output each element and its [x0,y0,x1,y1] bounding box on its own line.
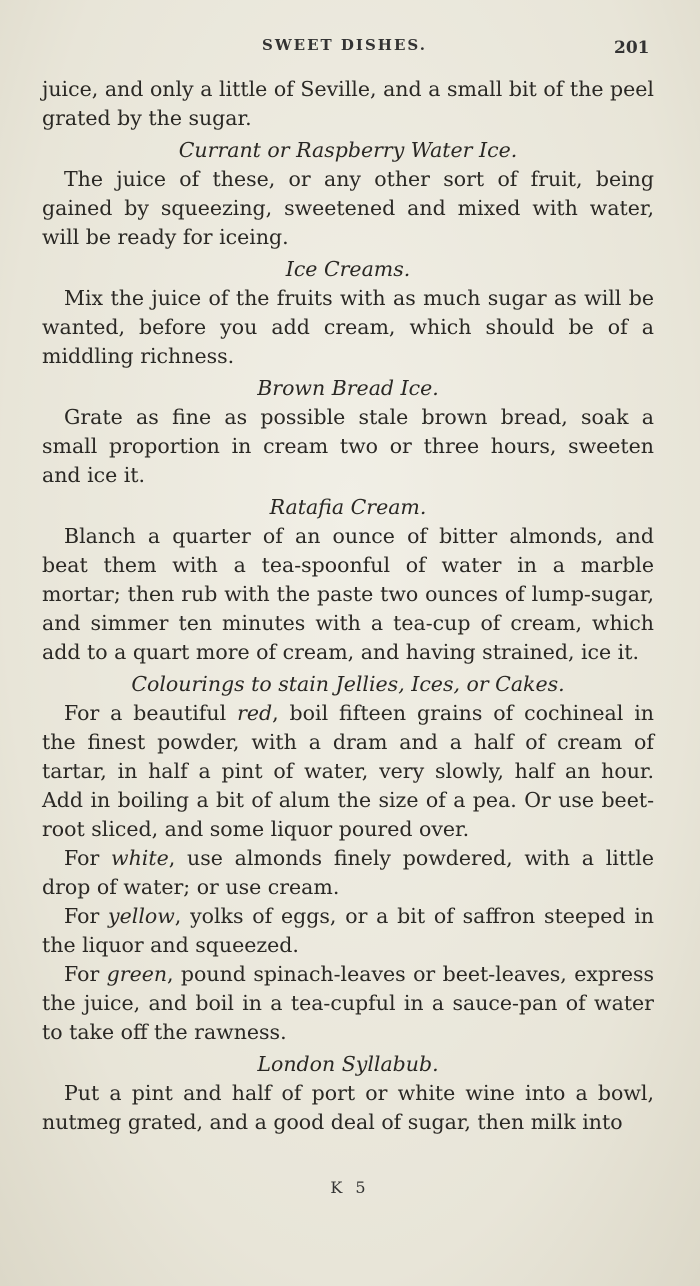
colouring-green-paragraph [42,960,654,1047]
page-header [0,36,700,60]
colouring-yellow-lead: For [64,904,109,928]
recipe-heading-brown-bread-ice: Brown Bread Ice. [257,376,439,400]
colouring-yellow-paragraph [42,902,654,960]
running-title: SWEET DISHES. [262,36,427,54]
recipe-text-currant-ice: The juice of these, or any other sort of fruit, being gained by squeezing, sweetened and mixed with water, will be ready for iceing. [42,167,654,249]
colouring-yellow-text: , yolks of eggs, or a bit of saffron steeped in the liquor and squeezed. [42,904,655,957]
recipe-heading-ice-creams: Ice Creams. [285,257,411,281]
colouring-green-word: green [106,962,168,986]
colouring-green-text: , pound spinach-leaves or beet-leaves, express the juice, and boil in a tea-cupful in a sauce-pan of water to take off the rawness. [42,962,654,1044]
recipe-heading-ratafia-cream: Ratafia Cream. [269,495,427,519]
recipe-text-ice-creams: Mix the juice of the fruits with as much sugar as will be wanted, before you add cream, which should be of a middling richness. [42,286,654,368]
intro-paragraph: juice, and only a little of Seville, and a small bit of the peel grated by the sugar. [42,77,654,130]
recipe-text-ratafia-cream: Blanch a quarter of an ounce of bitter almonds, and beat them with a tea-spoonful of water in a marble mortar; then rub with the paste two ounces of lump-sugar, and simmer ten minutes with a tea-cup of cream, which add to a quart more of cream, and having strained, ice it. [42,524,654,664]
recipe-text-brown-bread-ice: Grate as fine as possible stale brown bread, soak a small proportion in cream two or three hours, sweeten and ice it. [42,405,654,487]
signature-mark: K 5 [330,1178,370,1197]
recipe-heading-colourings: Colourings to stain Jellies, Ices, or Cakes. [131,672,565,696]
colouring-white-text: , use almonds finely powdered, with a little drop of water; or use cream. [42,846,654,899]
recipe-heading-london-syllabub: London Syllabub. [257,1052,439,1076]
colouring-yellow-word: yellow [108,904,175,928]
colouring-red-lead: For a beautiful [64,701,238,725]
recipe-heading-currant-ice: Currant or Raspberry Water Ice. [178,138,518,162]
colouring-red-text: , boil fifteen grains of cochineal in the finest powder, with a dram and a half of cream of tartar, in half a pint of water, very slowly, half an hour. Add in boiling a bit of alum the size of a pea. Or use beet-root sliced, and some liquor poured over. [42,701,654,841]
colouring-green-lead: For [64,962,107,986]
colouring-white-lead: For [64,846,112,870]
page-body [42,75,654,1137]
colouring-white-paragraph [42,844,654,902]
colouring-white-word: white [111,846,169,870]
recipe-text-london-syllabub: Put a pint and half of port or white wine into a bowl, nutmeg grated, and a good deal of sugar, then milk into [42,1081,654,1134]
page-number: 201 [614,38,650,58]
colouring-red-word: red [237,701,273,725]
colouring-red-paragraph [42,699,654,844]
